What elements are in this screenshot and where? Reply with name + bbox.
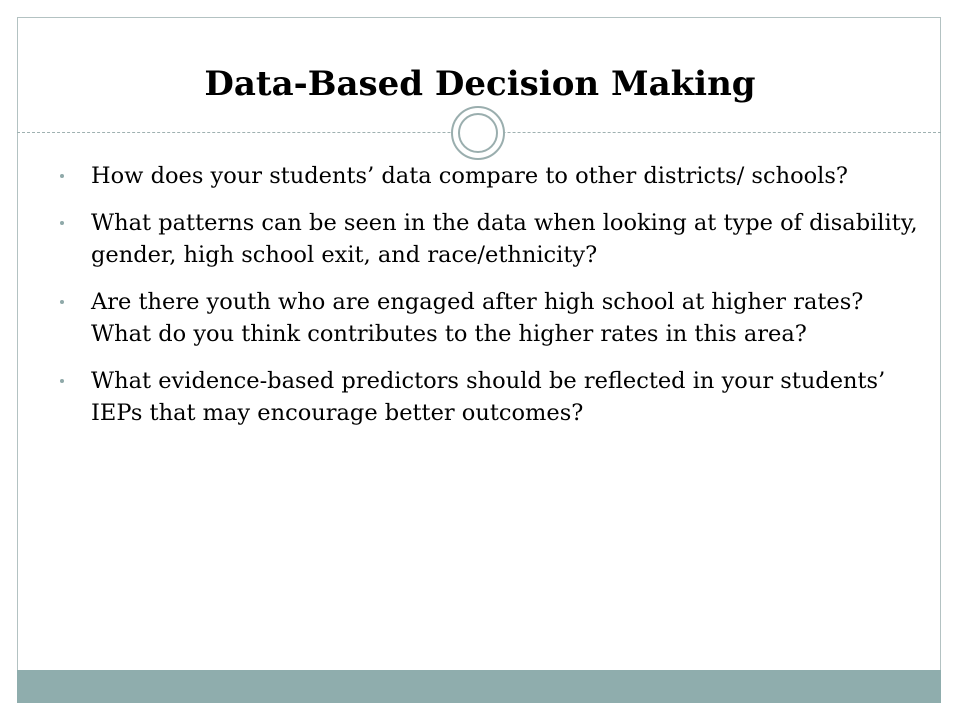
bullet-text: What evidence-based predictors should be reflected in your students’ IEPs that may encourage better outcomes? (91, 368, 886, 426)
slide-title: Data-Based Decision Making (204, 64, 756, 104)
bullet-item (60, 160, 920, 192)
inner-circle (458, 113, 498, 153)
bullet-item (60, 365, 920, 429)
bullet-item (60, 286, 920, 350)
double-circle-icon (451, 106, 505, 160)
bullet-dot-icon (60, 174, 64, 178)
bullet-list (60, 160, 920, 444)
bullet-text: Are there youth who are engaged after high school at higher rates? What do you think contributes to the higher rates in this area? (91, 289, 864, 347)
footer-bar (17, 670, 941, 703)
bullet-item (60, 207, 920, 271)
bullet-dot-icon (60, 300, 64, 304)
bullet-dot-icon (60, 221, 64, 225)
bullet-dot-icon (60, 379, 64, 383)
bullet-text: What patterns can be seen in the data when looking at type of disability, gender, high school exit, and race/ethnicity? (91, 210, 918, 268)
bullet-text: How does your students’ data compare to other districts/ schools? (91, 163, 848, 189)
